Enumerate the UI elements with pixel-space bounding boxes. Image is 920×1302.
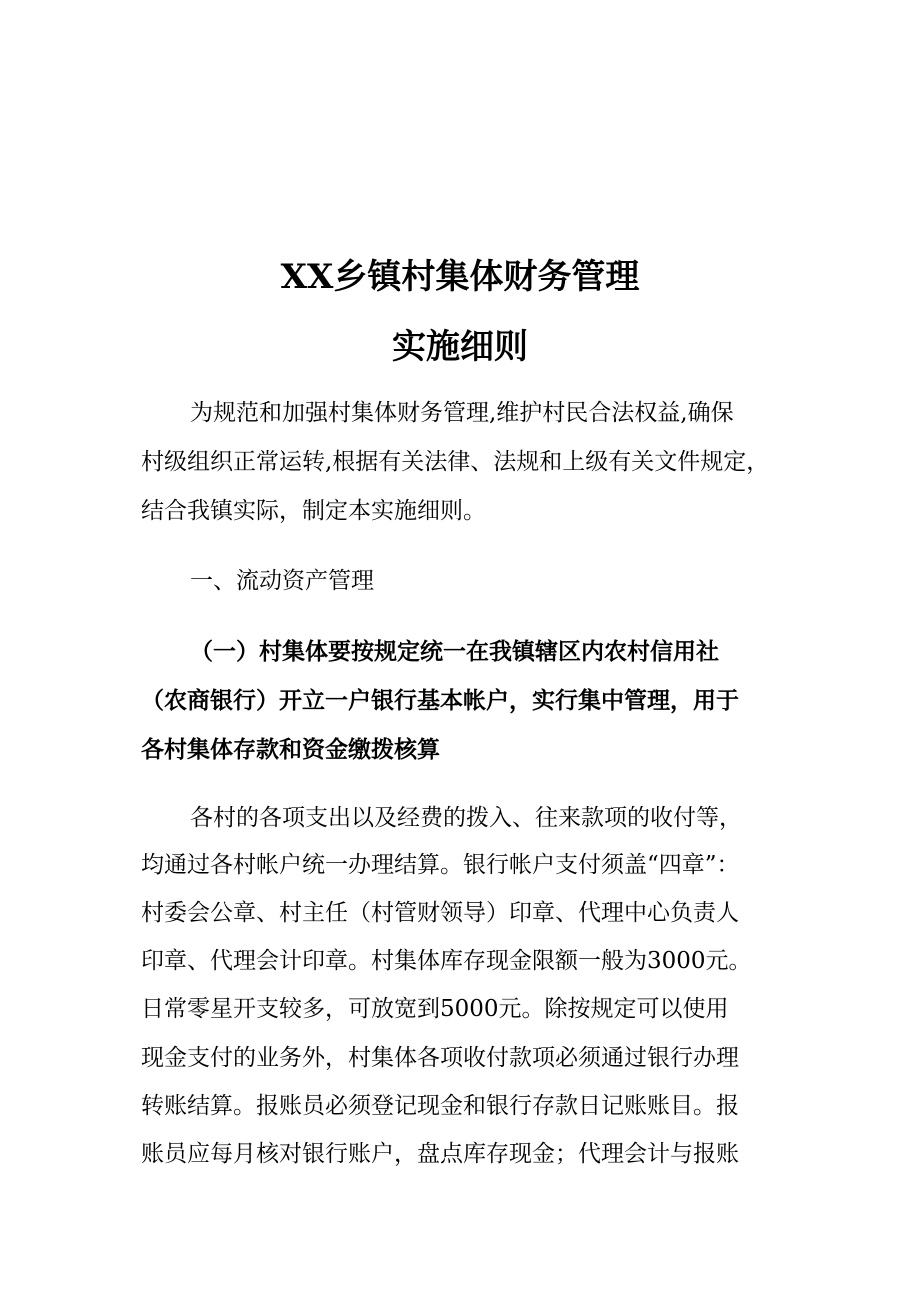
subsection-heading-line: （一）村集体要按规定统一在我镇辖区内农村信用社 — [190, 638, 719, 665]
body-line: 转账结算。报账员必须登记现金和银行存款日记账账目。报 — [141, 1093, 739, 1119]
document-title-line-2: 实施细则 — [392, 327, 528, 367]
body-line: 现金支付的业务外，村集体各项收付款项必须通过银行办理 — [141, 1045, 739, 1071]
subsection-heading-line: （农商银行）开立一户银行基本帐户，实行集中管理，用于 — [141, 687, 739, 714]
subsection-heading-line: 各村集体存款和资金缴拨核算 — [141, 736, 440, 763]
document-title-line-1: XX乡镇村集体财务管理 — [280, 257, 640, 297]
section-heading: 一、流动资产管理 — [190, 568, 374, 594]
body-line: 村委会公章、村主任（村管财领导）印章、代理中心负责人 — [141, 900, 739, 926]
body-line: 印章、代理会计印章。村集体库存现金限额一般为3000元。 — [141, 948, 752, 974]
intro-line: 结合我镇实际，制定本实施细则。 — [141, 498, 486, 524]
intro-line: 村级组织正常运转,根据有关法律、法规和上级有关文件规定， — [141, 449, 770, 475]
body-line: 日常零星开支较多，可放宽到5000元。除按规定可以使用 — [141, 996, 729, 1022]
body-line: 各村的各项支出以及经费的拨入、往来款项的收付等， — [190, 805, 742, 831]
body-line: 账员应每月核对银行账户，盘点库存现金；代理会计与报账 — [141, 1141, 739, 1167]
body-line: 均通过各村帐户统一办理结算。银行帐户支付须盖“四章”： — [141, 852, 740, 878]
intro-line: 为规范和加强村集体财务管理,维护村民合法权益,确保 — [190, 400, 734, 426]
